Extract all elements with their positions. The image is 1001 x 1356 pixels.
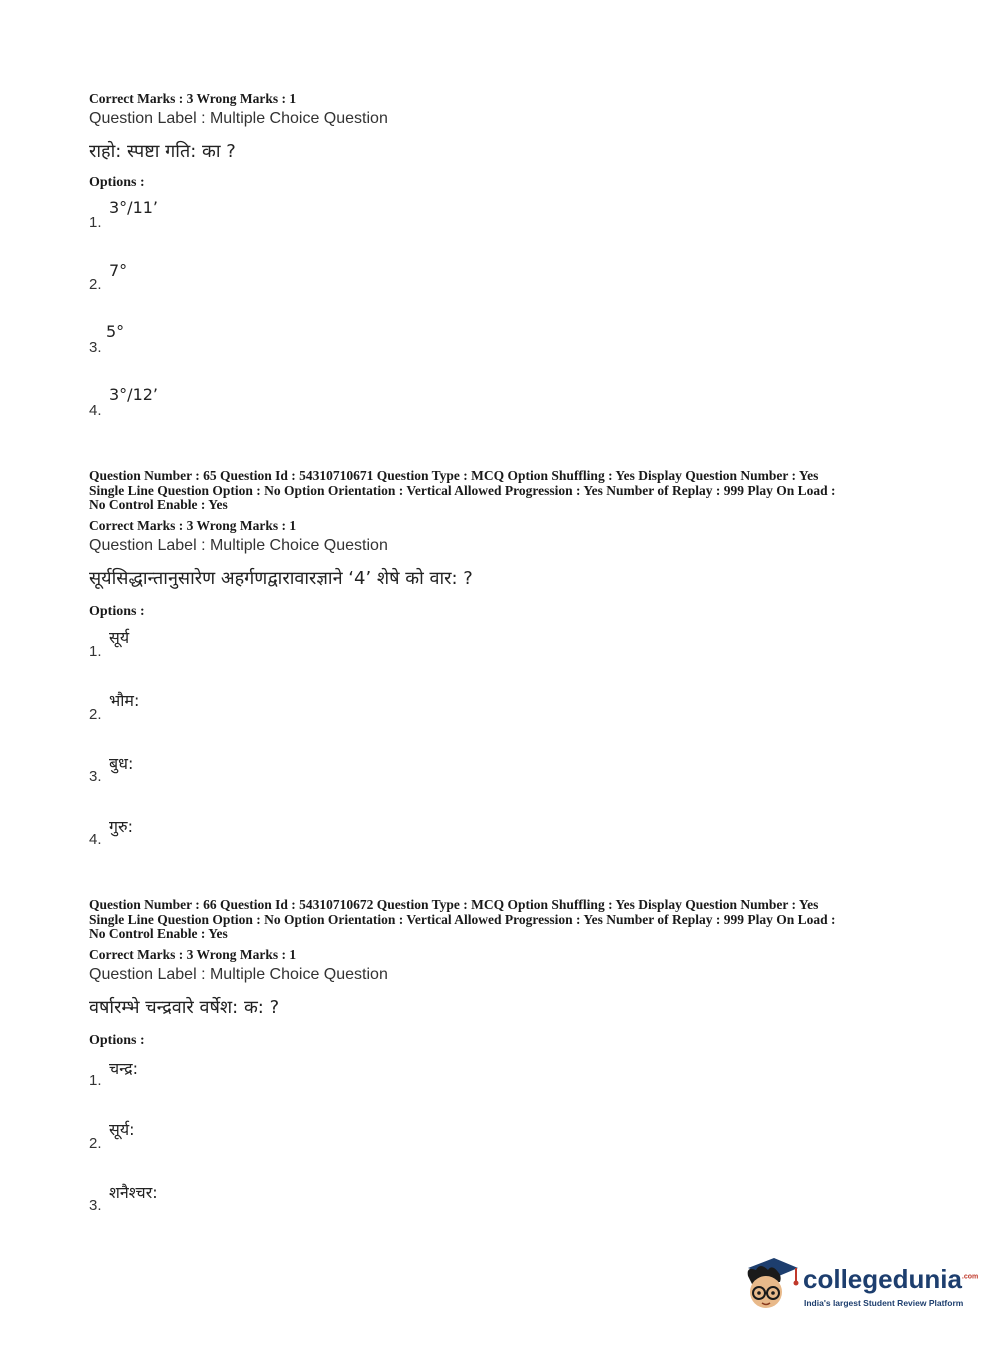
correct-wrong-marks: Correct Marks : 3 Wrong Marks : 1: [89, 947, 297, 962]
options-heading: Options :: [89, 1033, 145, 1048]
logo-wordmark: collegedunia: [803, 1264, 962, 1294]
option-number: 3.: [89, 768, 102, 785]
option-number: 4.: [89, 402, 102, 419]
option-text[interactable]: सूर्य:: [109, 1120, 135, 1139]
question-label: Question Label : Multiple Choice Question: [89, 110, 388, 127]
question-meta: [89, 898, 919, 942]
question-text: सूर्यसिद्धान्तानुसारेण अहर्गणद्वारावारज्ञाने ‘4’ शेषे को वार: ?: [89, 568, 473, 589]
option-number: 3.: [89, 339, 102, 356]
option-number: 1.: [89, 643, 102, 660]
option-number: 4.: [89, 831, 102, 848]
option-text[interactable]: चन्द्र:: [109, 1059, 138, 1078]
option-text[interactable]: 3°/12’: [109, 385, 159, 404]
options-heading: Options :: [89, 604, 145, 619]
collegedunia-logo[interactable]: [742, 1250, 979, 1320]
question-meta-line: Single Line Question Option : No Option Orientation : Vertical Allowed Progression : Yes Number of Replay : 999 Play On Load :: [89, 482, 836, 498]
option-number: 1.: [89, 1072, 102, 1089]
option-number: 2.: [89, 1135, 102, 1152]
option-number: 2.: [89, 706, 102, 723]
question-meta-line: Question Number : 65 Question Id : 54310710671 Question Type : MCQ Option Shuffling : Yes Display Question Number : Yes: [89, 468, 819, 483]
question-label: Question Label : Multiple Choice Question: [89, 966, 388, 983]
correct-wrong-marks: Correct Marks : 3 Wrong Marks : 1: [89, 518, 297, 533]
logo-suffix: .com: [961, 1273, 979, 1281]
question-meta-line: No Control Enable : Yes: [89, 497, 228, 512]
options-heading: Options :: [89, 175, 145, 190]
option-text[interactable]: सूर्य: [109, 628, 130, 647]
question-text: राहो: स्पष्टा गति: का ?: [89, 141, 236, 162]
mascot-icon: [742, 1252, 800, 1312]
question-meta-line: Single Line Question Option : No Option Orientation : Vertical Allowed Progression : Yes Number of Replay : 999 Play On Load :: [89, 911, 836, 927]
question-meta: [89, 469, 919, 513]
option-text[interactable]: शनैश्चर:: [109, 1183, 158, 1202]
option-number: 1.: [89, 214, 102, 231]
option-text[interactable]: 3°/11’: [109, 198, 159, 217]
option-text[interactable]: भौम:: [109, 691, 140, 710]
option-text[interactable]: 5°: [106, 322, 125, 341]
option-number: 3.: [89, 1197, 102, 1214]
logo-tagline: India's largest Student Review Platform: [804, 1298, 964, 1308]
option-text[interactable]: गुरु:: [109, 817, 133, 836]
option-number: 2.: [89, 276, 102, 293]
question-label: Question Label : Multiple Choice Question: [89, 537, 388, 554]
option-text[interactable]: बुध:: [109, 754, 134, 773]
question-meta-line: No Control Enable : Yes: [89, 926, 228, 941]
question-text: वर्षारम्भे चन्द्रवारे वर्षेश: क: ?: [89, 997, 280, 1018]
option-text[interactable]: 7°: [109, 261, 128, 280]
question-meta-line: Question Number : 66 Question Id : 54310710672 Question Type : MCQ Option Shuffling : Yes Display Question Number : Yes: [89, 897, 819, 912]
correct-wrong-marks: Correct Marks : 3 Wrong Marks : 1: [89, 91, 297, 106]
